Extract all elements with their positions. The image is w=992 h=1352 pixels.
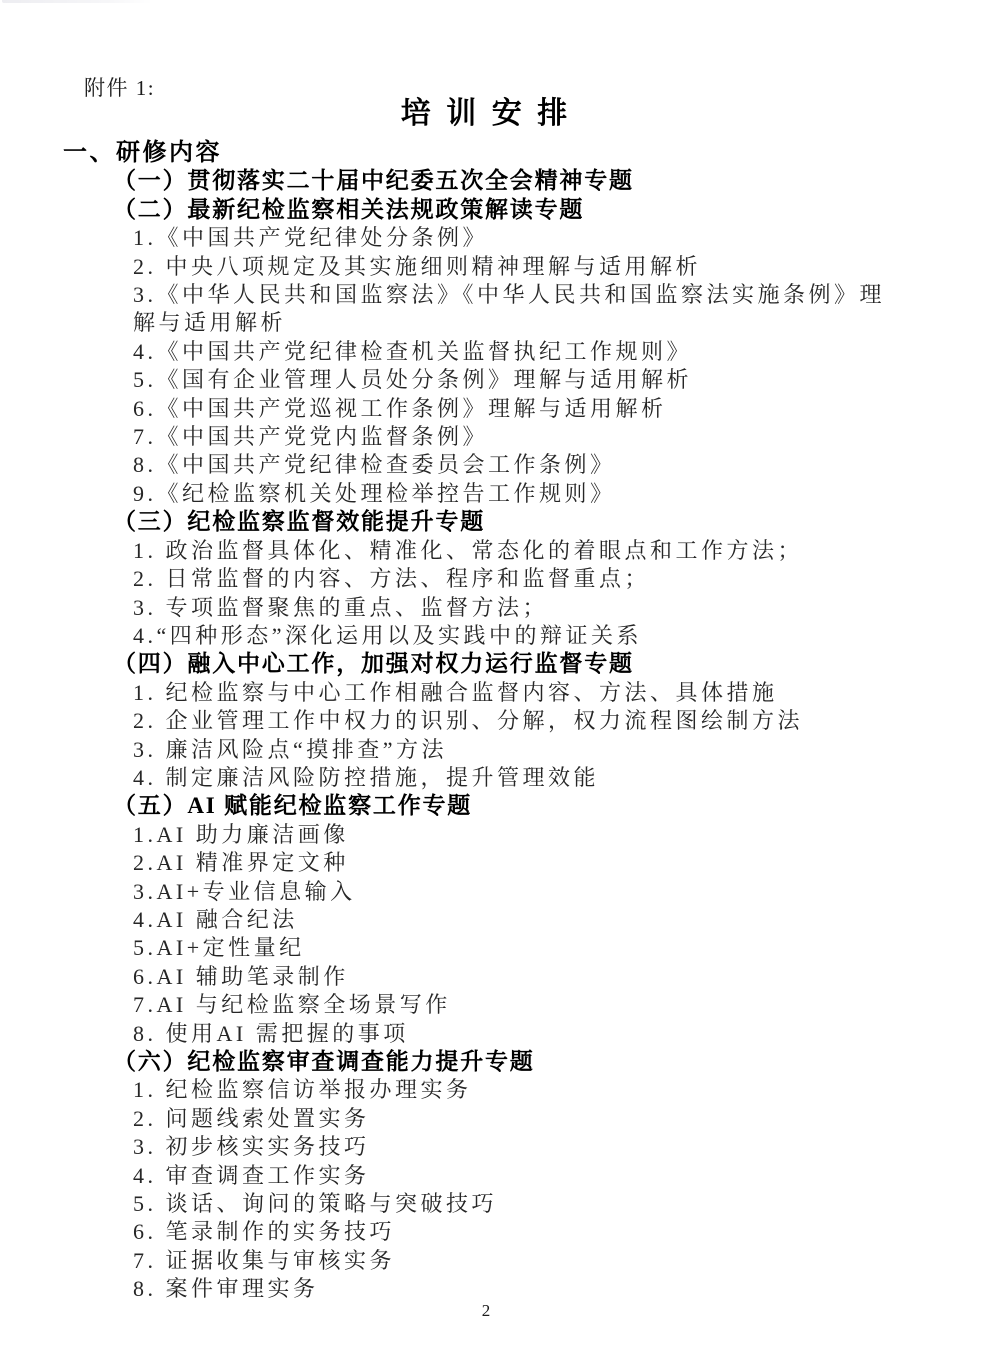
sections-container <box>0 167 992 1303</box>
list-item: 5.《国有企业管理人员处分条例》理解与适用解析 <box>133 367 693 393</box>
list-item: 4. 审查调查工作实务 <box>133 1162 370 1188</box>
list-item: 8. 案件审理实务 <box>133 1276 319 1302</box>
list-item: 3. 廉洁风险点“摸排查”方法 <box>133 736 448 762</box>
list-item: 8.《中国共产党纪律检查委员会工作条例》 <box>133 452 616 478</box>
section-heading: （一）贯彻落实二十届中纪委五次全会精神专题 <box>113 168 634 194</box>
list-item: 6.《中国共产党巡视工作条例》理解与适用解析 <box>133 395 667 421</box>
list-item: 5.AI+定性量纪 <box>133 935 305 961</box>
section-heading: （三）纪检监察监督效能提升专题 <box>113 509 485 535</box>
list-item: 4. 制定廉洁风险防控措施，提升管理效能 <box>133 764 600 790</box>
list-item: 4.“四种形态”深化运用以及实践中的辩证关系 <box>133 622 643 648</box>
list-item: 7.《中国共产党党内监督条例》 <box>133 424 489 450</box>
list-item: 2.AI 精准界定文种 <box>133 850 349 876</box>
list-item: 4.《中国共产党纪律检查机关监督执纪工作规则》 <box>133 338 693 364</box>
list-item: 2. 问题线索处置实务 <box>133 1105 370 1131</box>
list-item: 1.AI 助力廉洁画像 <box>133 821 349 847</box>
list-item: 6.AI 辅助笔录制作 <box>133 963 349 989</box>
attachment-label: 附件 1: <box>84 76 156 100</box>
section-heading: （六）纪检监察审查调查能力提升专题 <box>113 1049 535 1074</box>
page-number: 2 <box>481 1301 491 1320</box>
list-item: 7. 证据收集与审核实务 <box>133 1247 396 1273</box>
section-heading: （五）AI 赋能纪检监察工作专题 <box>113 793 473 819</box>
section-heading: （四）融入中心工作，加强对权力运行监督专题 <box>113 651 634 677</box>
list-item: 3.《中华人民共和国监察法》《中华人民共和国监察法实施条例》理解与适用解析 <box>133 282 886 336</box>
list-item: 1. 纪检监察与中心工作相融合监督内容、方法、具体措施 <box>133 679 778 705</box>
list-item: 1. 政治监督具体化、精准化、常态化的着眼点和工作方法； <box>133 537 804 563</box>
list-item: 2. 中央八项规定及其实施细则精神理解与适用解析 <box>133 253 702 279</box>
list-item: 3.AI+专业信息输入 <box>133 878 356 904</box>
scan-artifact <box>2 0 152 3</box>
list-item: 4.AI 融合纪法 <box>133 906 298 932</box>
list-item: 2. 日常监督的内容、方法、程序和监督重点； <box>133 566 651 592</box>
document-body <box>0 139 992 1304</box>
main-heading: 一、研修内容 <box>63 140 222 166</box>
list-item: 7.AI 与纪检监察全场景写作 <box>133 992 451 1018</box>
list-item: 5. 谈话、询问的策略与突破技巧 <box>133 1191 498 1217</box>
list-item: 8. 使用AI 需把握的事项 <box>133 1020 409 1046</box>
list-item: 1.《中国共产党纪律处分条例》 <box>133 225 489 251</box>
list-item: 1. 纪检监察信访举报办理实务 <box>133 1077 472 1103</box>
list-item: 6. 笔录制作的实务技巧 <box>133 1219 396 1245</box>
list-item: 3. 初步核实实务技巧 <box>133 1134 370 1160</box>
list-item: 2. 企业管理工作中权力的识别、分解，权力流程图绘制方法 <box>133 708 804 734</box>
list-item: 9.《纪检监察机关处理检举控告工作规则》 <box>133 480 616 506</box>
list-item: 3. 专项监督聚焦的重点、监督方法； <box>133 594 549 620</box>
section-heading: （二）最新纪检监察相关法规政策解读专题 <box>113 196 585 222</box>
page-title: 培 训 安 排 <box>400 97 572 130</box>
